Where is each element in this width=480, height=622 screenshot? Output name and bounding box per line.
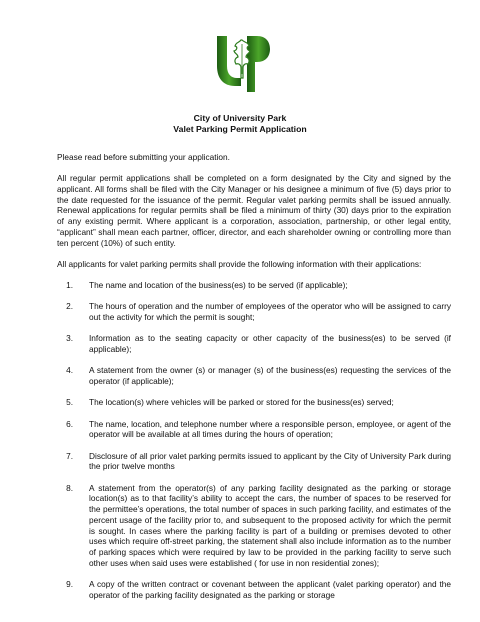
list-item <box>57 301 451 322</box>
list-item-number: 8. <box>66 482 73 493</box>
list-item <box>57 280 451 291</box>
list-item-text: A statement from the owner (s) or manager (s) of the business(es) requesting the services of the operator (if applicable); <box>89 365 451 387</box>
list-item <box>57 483 451 569</box>
list-item-text: The name and location of the business(es) to be served (if applicable); <box>89 280 348 291</box>
requirements-list <box>57 280 451 600</box>
list-item-text: A copy of the written contract or covenant between the applicant (valet parking operator) and the operator of the parking facility designated as the parking or storage <box>89 578 451 600</box>
list-item-number: 2. <box>66 301 73 312</box>
document-title: City of University Park <box>193 113 287 123</box>
list-item <box>57 451 451 472</box>
list-item-number: 1. <box>66 280 73 291</box>
list-item <box>57 579 451 600</box>
list-item-text: The hours of operation and the number of employees of the operator who will be assigned to carry out the activity for which the permit is sought; <box>89 301 451 323</box>
list-item-text: Information as to the seating capacity or other capacity of the business(es) to be served (if applicable); <box>89 333 451 355</box>
list-item <box>57 397 451 408</box>
intro-text: Please read before submitting your application. <box>57 152 230 162</box>
list-item <box>57 365 451 386</box>
list-item-number: 9. <box>66 578 73 589</box>
city-logo <box>213 30 271 98</box>
list-item-number: 7. <box>66 450 73 461</box>
document-subtitle: Valet Parking Permit Application <box>173 123 307 134</box>
list-item-text: The name, location, and telephone number where a responsible person, employee, or agent of the operator will be available at all times during the hours of operation; <box>89 418 451 440</box>
list-item-text: The location(s) where vehicles will be parked or stored for the business(es) served; <box>89 397 394 408</box>
paragraph-application-rules: All regular permit applications shall be completed on a form designated by the City and signed by the applicant. All forms shall be filed with the City Manager or his designee a minimum of five (5) days prior to the date requested for the issuance of the permit. Regular valet parking permits shall be issued annually. Renewal applications for regular permits shall be filed a minimum of thirty (30) days prior to the expiration of any existing permit. Where applicant is a corporation, association, partnership, or other legal entity, “applicant” shall mean each partner, officer, director, and each shareholder owning or controlling more than ten percent (10%) of such entity. <box>57 173 451 248</box>
list-item-text: A statement from the operator(s) of any parking facility designated as the parking or storage location(s) as to that facility’s ability to accept the cars, the number of spaces to be reserved for the permittee’s operations, the total number of spaces in such parking facility, and estimates of the percent usage of the facility prior to, and subsequent to the proposed activity for which the permit is sought. In cases where the parking facility is part of a building or premises devoted to other uses which require off-street parking, the statement shall also include information as to the number of parking spaces which were required by law to be provided in the parking facility to serve such other uses when said uses were established ( for use in non residential zones); <box>89 482 451 568</box>
list-item <box>57 333 451 354</box>
list-item-number: 6. <box>66 418 73 429</box>
document-body <box>57 152 451 611</box>
list-item <box>57 419 451 440</box>
document-title-block <box>0 113 480 134</box>
list-item-number: 3. <box>66 333 73 344</box>
oak-leaf-up-logo-icon <box>213 30 271 98</box>
list-item-text: Disclosure of all prior valet parking permits issued to applicant by the City of University Park during the prior twelve months <box>89 450 451 472</box>
paragraph-requirements-intro: All applicants for valet parking permits shall provide the following information with their applications: <box>57 258 422 269</box>
list-item-number: 4. <box>66 365 73 376</box>
list-item-number: 5. <box>66 397 73 408</box>
